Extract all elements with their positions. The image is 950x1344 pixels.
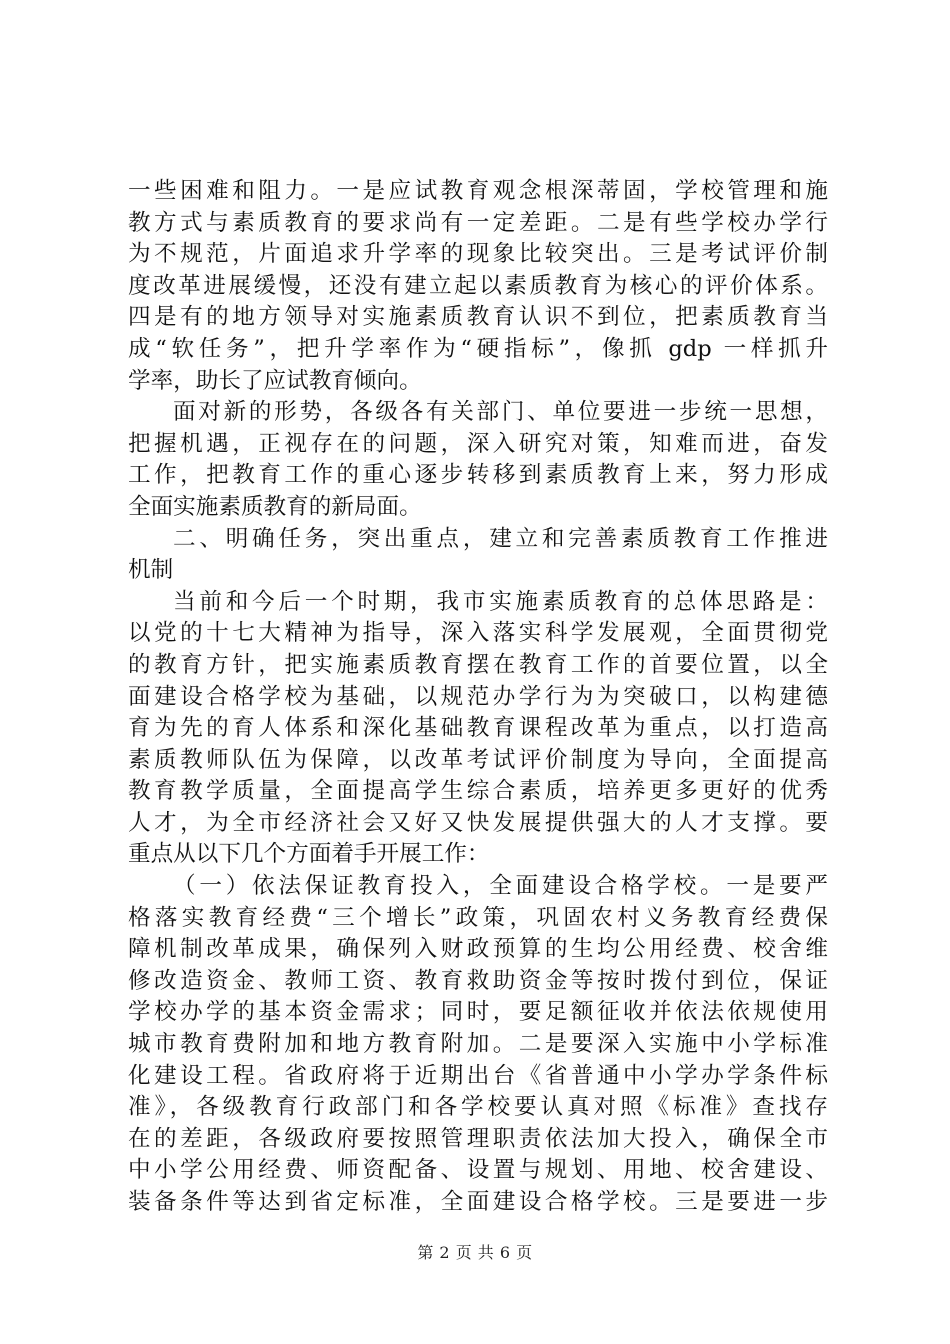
text-line: 当前和今后一个时期，我市实施素质教育的总体思路是： — [173, 588, 828, 615]
text-line: 教育教学质量，全面提高学生综合素质，培养更多更好的优秀 — [128, 778, 828, 805]
document-body — [128, 176, 828, 1219]
text-line: 教方式与素质教育的要求尚有一定差距。二是有些学校办学行 — [128, 209, 828, 236]
text-line: 为不规范，片面追求升学率的现象比较突出。三是考试评价制 — [128, 241, 828, 268]
text-line: 人才，为全市经济社会又好又快发展提供强大的人才支撑。要 — [128, 809, 828, 836]
text-line: 度改革进展缓慢，还没有建立起以素质教育为核心的评价体系。 — [128, 272, 828, 299]
text-line: 工作，把教育工作的重心逐步转移到素质教育上来，努力形成 — [128, 462, 828, 489]
text-line: 格落实教育经费“三个增长”政策，巩固农村义务教育经费保 — [128, 904, 828, 931]
text-line: 以党的十七大精神为指导，深入落实科学发展观，全面贯彻党 — [128, 620, 828, 647]
text-line: 重点从以下几个方面着手开展工作： — [128, 841, 490, 868]
text-line: 准》，各级教育行政部门和各学校要认真对照《标准》查找存 — [128, 1094, 828, 1121]
text-line: 成“软任务”，把升学率作为“硬指标”，像抓 gdp 一样抓升 — [128, 335, 828, 362]
text-line: 障机制改革成果，确保列入财政预算的生均公用经费、校舍维 — [128, 936, 828, 963]
text-line: 学校办学的基本资金需求；同时，要足额征收并依法依规使用 — [128, 999, 828, 1026]
text-line: 面建设合格学校为基础，以规范办学行为为突破口，以构建德 — [128, 683, 828, 710]
text-line: 修改造资金、教师工资、教育救助资金等按时拨付到位，保证 — [128, 967, 828, 994]
text-line: 面对新的形势，各级各有关部门、单位要进一步统一思想， — [173, 399, 828, 426]
text-line: 中小学公用经费、师资配备、设置与规划、用地、校舍建设、 — [128, 1157, 828, 1184]
text-line: 四是有的地方领导对实施素质教育认识不到位，把素质教育当 — [128, 304, 828, 331]
text-line: 学率，助长了应试教育倾向。 — [128, 367, 422, 394]
text-line: 全面实施素质教育的新局面。 — [128, 493, 422, 520]
text-line: 机制 — [128, 557, 174, 584]
text-line: 城市教育费附加和地方教育附加。二是要深入实施中小学标准 — [128, 1031, 828, 1058]
text-line: 的教育方针，把实施素质教育摆在教育工作的首要位置，以全 — [128, 651, 828, 678]
text-line: 育为先的育人体系和深化基础教育课程改革为重点，以打造高 — [128, 715, 828, 742]
text-line: 化建设工程。省政府将于近期出台《省普通中小学办学条件标 — [128, 1062, 828, 1089]
text-line: 装备条件等达到省定标准，全面建设合格学校。三是要进一步 — [128, 1189, 828, 1215]
text-line: 把握机遇，正视存在的问题，深入研究对策，知难而进，奋发 — [128, 430, 828, 457]
text-line: 在的差距，各级政府要按照管理职责依法加大投入，确保全市 — [128, 1125, 828, 1152]
page-footer: 第 2 页 共 6 页 — [417, 1243, 533, 1262]
text-line: （一）依法保证教育投入，全面建设合格学校。一是要严 — [173, 873, 828, 900]
text-line: 素质教师队伍为保障，以改革考试评价制度为导向，全面提高 — [128, 746, 828, 773]
text-line: 二、明确任务，突出重点，建立和完善素质教育工作推进 — [173, 525, 828, 552]
text-line: 一些困难和阻力。一是应试教育观念根深蒂固，学校管理和施 — [128, 178, 828, 204]
